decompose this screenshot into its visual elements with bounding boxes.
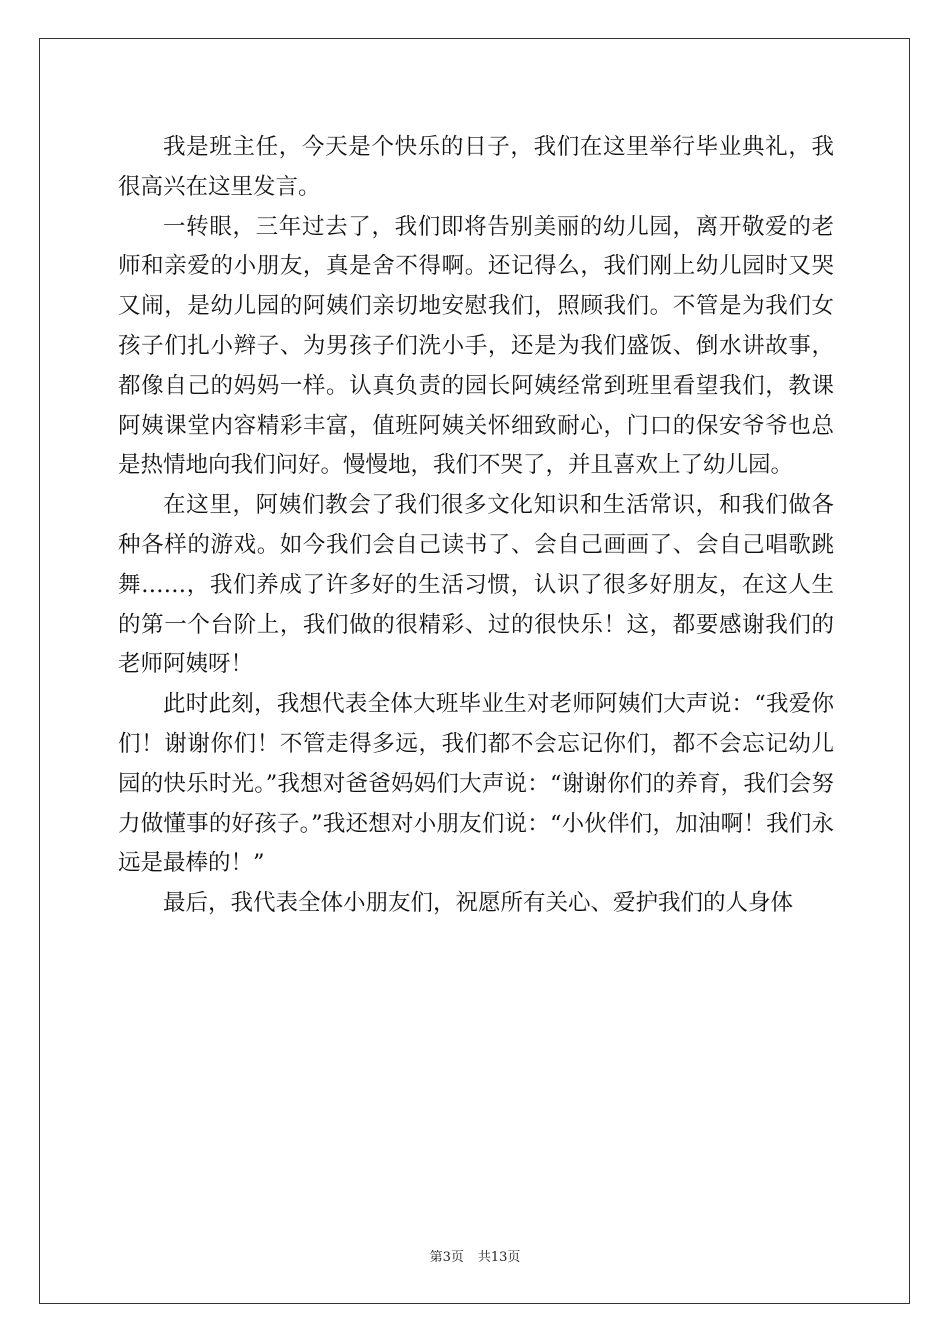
page-footer (0, 1246, 950, 1265)
paragraph-2: 一转眼，三年过去了，我们即将告别美丽的幼儿园，离开敬爱的老师和亲爱的小朋友，真是舍不得啊。还记得么，我们刚上幼儿园时又哭又闹，是幼儿园的阿姨们亲切地安慰我们，照顾我们。不管是为我们女孩子们扎小辫子、为男孩子们洗小手，还是为我们盛饭、倒水讲故事，都像自己的妈妈一样。认真负责的园长阿姨经常到班里看望我们，教课阿姨课堂内容精彩丰富，值班阿姨关怀细致耐心，门口的保安爷爷也总是热情地向我们问好。慢慢地，我们不哭了，并且喜欢上了幼儿园。 (118, 213, 834, 479)
paragraph-1: 我是班主任，今天是个快乐的日子，我们在这里举行毕业典礼，我很高兴在这里发言。 (118, 134, 834, 200)
page-number-total: 共13页 (477, 1250, 521, 1265)
page-number-current: 第3页 (429, 1250, 464, 1265)
paragraph-5: 最后，我代表全体小朋友们，祝愿所有关心、爱护我们的人身体 (163, 890, 794, 917)
document-body (118, 128, 834, 924)
paragraph-3: 在这里，阿姨们教会了我们很多文化知识和生活常识，和我们做各种各样的游戏。如今我们会自己读书了、会自己画画了、会自己唱歌跳舞……，我们养成了许多好的生活习惯，认识了很多好朋友，在这人生的第一个台阶上，我们做的很精彩、过的很快乐！这，都要感谢我们的老师阿姨呀！ (118, 492, 834, 678)
paragraph-4: 此时此刻，我想代表全体大班毕业生对老师阿姨们大声说：“我爱你们！谢谢你们！不管走得多远，我们都不会忘记你们，都不会忘记幼儿园的快乐时光。”我想对爸爸妈妈们大声说：“谢谢你们的养育，我们会努力做懂事的好孩子。”我还想对小朋友们说：“小伙伴们，加油啊！我们永远是最棒的！” (118, 691, 834, 877)
